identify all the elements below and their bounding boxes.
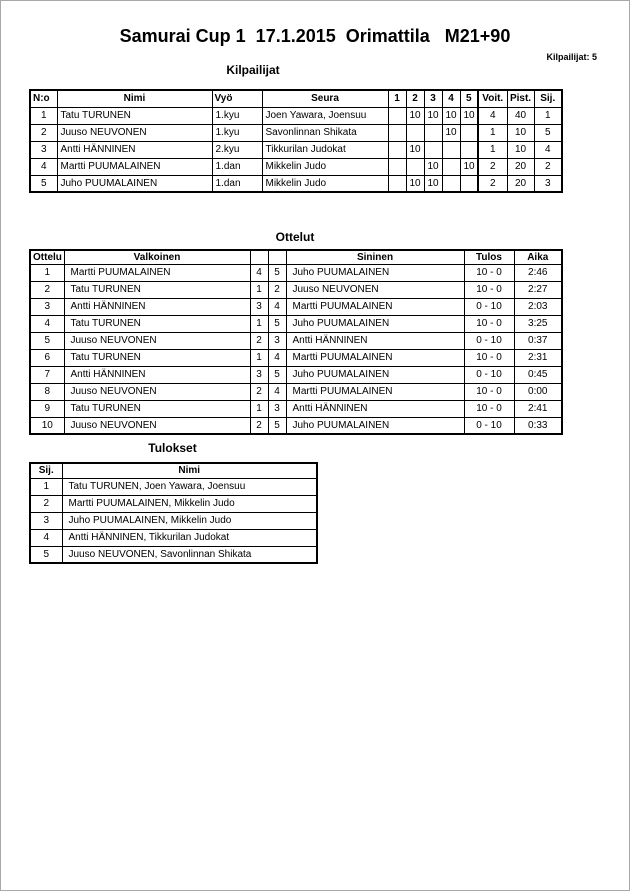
cell-aika: 0:37 [514,332,562,349]
col-header-1: 1 [388,90,406,107]
cell-sij: 5 [534,124,562,141]
ottelut-row [30,264,562,281]
cell-blue-no: 2 [268,281,286,298]
cell-valkoinen: Juuso NEUVONEN [64,417,250,434]
cell-score-3: 10 [424,158,442,175]
ottelut-row [30,349,562,366]
cell-score-5 [460,141,478,158]
cell-no: 1 [30,107,57,124]
cell-score-4: 10 [442,124,460,141]
col-header-voit: Voit. [478,90,507,107]
cell-score-1 [388,107,406,124]
cell-pist: 20 [507,158,534,175]
cell-score-3 [424,124,442,141]
cell-tulos: 0 - 10 [464,298,514,315]
cell-white-no: 1 [250,315,268,332]
kilpailijat-row [30,158,562,175]
cell-valkoinen: Tatu TURUNEN [64,315,250,332]
ottelut-row [30,281,562,298]
col-header-5: 5 [460,90,478,107]
cell-tulos: 10 - 0 [464,383,514,400]
cell-nimi: Juuso NEUVONEN [57,124,212,141]
cell-blue-no: 3 [268,332,286,349]
cell-score-2 [406,124,424,141]
cell-score-5: 10 [460,158,478,175]
cell-sininen: Antti HÄNNINEN [286,400,464,417]
col-header-blue-no [268,250,286,264]
cell-white-no: 1 [250,349,268,366]
cell-valkoinen: Martti PUUMALAINEN [64,264,250,281]
cell-blue-no: 5 [268,315,286,332]
cell-valkoinen: Tatu TURUNEN [64,349,250,366]
cell-result-nimi: Tatu TURUNEN, Joen Yawara, Joensuu [62,478,317,495]
cell-match-no: 8 [30,383,64,400]
cell-score-2: 10 [406,107,424,124]
cell-aika: 2:41 [514,400,562,417]
cell-sininen: Antti HÄNNINEN [286,332,464,349]
cell-pist: 10 [507,141,534,158]
cell-score-1 [388,175,406,192]
cell-match-no: 4 [30,315,64,332]
col-header-pist: Pist. [507,90,534,107]
ottelut-header-row [30,250,562,264]
cell-blue-no: 4 [268,298,286,315]
cell-score-2 [406,158,424,175]
ottelut-row [30,417,562,434]
cell-result-nimi: Martti PUUMALAINEN, Mikkelin Judo [62,495,317,512]
cell-tulos: 0 - 10 [464,417,514,434]
cell-result-sij: 4 [30,529,62,546]
ottelut-row [30,298,562,315]
cell-vyo: 1.kyu [212,107,262,124]
ottelut-row [30,400,562,417]
cell-vyo: 2.kyu [212,141,262,158]
cell-valkoinen: Tatu TURUNEN [64,281,250,298]
cell-score-3 [424,141,442,158]
cell-blue-no: 3 [268,400,286,417]
section-heading-kilpailijat: Kilpailijat [226,63,280,77]
cell-valkoinen: Tatu TURUNEN [64,400,250,417]
cell-voit: 2 [478,175,507,192]
cell-score-4 [442,158,460,175]
cell-match-no: 9 [30,400,64,417]
cell-sininen: Juho PUUMALAINEN [286,366,464,383]
cell-tulos: 10 - 0 [464,400,514,417]
cell-match-no: 10 [30,417,64,434]
cell-white-no: 3 [250,298,268,315]
cell-result-sij: 5 [30,546,62,563]
cell-result-sij: 1 [30,478,62,495]
col-header-nimi: Nimi [57,90,212,107]
col-header-vyo: Vyö [212,90,262,107]
tulokset-body [30,478,317,563]
cell-result-nimi: Antti HÄNNINEN, Tikkurilan Judokat [62,529,317,546]
cell-sininen: Juho PUUMALAINEN [286,417,464,434]
cell-valkoinen: Antti HÄNNINEN [64,298,250,315]
cell-sij: 2 [534,158,562,175]
col-header-result-sij: Sij. [30,463,62,478]
cell-valkoinen: Juuso NEUVONEN [64,383,250,400]
cell-score-4 [442,175,460,192]
col-header-result-nimi: Nimi [62,463,317,478]
cell-aika: 0:33 [514,417,562,434]
cell-aika: 0:45 [514,366,562,383]
cell-blue-no: 4 [268,383,286,400]
cell-white-no: 1 [250,400,268,417]
tulokset-row [30,529,317,546]
cell-aika: 3:25 [514,315,562,332]
cell-match-no: 7 [30,366,64,383]
cell-tulos: 0 - 10 [464,366,514,383]
tulokset-row [30,478,317,495]
cell-score-4 [442,141,460,158]
cell-vyo: 1.kyu [212,124,262,141]
cell-blue-no: 5 [268,366,286,383]
cell-aika: 2:46 [514,264,562,281]
cell-sininen: Juho PUUMALAINEN [286,315,464,332]
cell-aika: 2:03 [514,298,562,315]
cell-pist: 20 [507,175,534,192]
col-header-ottelu: Ottelu [30,250,64,264]
cell-score-1 [388,124,406,141]
tulokset-row [30,546,317,563]
cell-white-no: 3 [250,366,268,383]
cell-sij: 3 [534,175,562,192]
cell-valkoinen: Antti HÄNNINEN [64,366,250,383]
cell-score-5 [460,175,478,192]
ottelut-row [30,366,562,383]
cell-score-3: 10 [424,175,442,192]
cell-tulos: 10 - 0 [464,264,514,281]
cell-tulos: 10 - 0 [464,349,514,366]
ottelut-body [30,264,562,434]
tulokset-table [29,462,318,564]
cell-vyo: 1.dan [212,175,262,192]
cell-blue-no: 5 [268,417,286,434]
cell-aika: 2:31 [514,349,562,366]
cell-vyo: 1.dan [212,158,262,175]
col-header-sij: Sij. [534,90,562,107]
cell-seura: Mikkelin Judo [262,158,388,175]
cell-white-no: 2 [250,417,268,434]
col-header-sininen: Sininen [286,250,464,264]
cell-tulos: 10 - 0 [464,315,514,332]
kilpailijat-table [29,89,563,193]
col-header-3: 3 [424,90,442,107]
cell-score-2: 10 [406,175,424,192]
col-header-2: 2 [406,90,424,107]
ottelut-row [30,315,562,332]
cell-tulos: 10 - 0 [464,281,514,298]
cell-result-nimi: Juuso NEUVONEN, Savonlinnan Shikata [62,546,317,563]
cell-score-4: 10 [442,107,460,124]
cell-match-no: 1 [30,264,64,281]
cell-score-2: 10 [406,141,424,158]
kilpailijat-body [30,107,562,192]
cell-no: 2 [30,124,57,141]
cell-nimi: Juho PUUMALAINEN [57,175,212,192]
cell-sij: 1 [534,107,562,124]
cell-white-no: 1 [250,281,268,298]
cell-white-no: 2 [250,383,268,400]
kilpailijat-row [30,124,562,141]
cell-result-sij: 2 [30,495,62,512]
cell-score-1 [388,158,406,175]
col-header-no: N:o [30,90,57,107]
kilpailijat-header-row [30,90,562,107]
col-header-tulos: Tulos [464,250,514,264]
cell-sininen: Martti PUUMALAINEN [286,383,464,400]
cell-voit: 2 [478,158,507,175]
cell-sininen: Juho PUUMALAINEN [286,264,464,281]
cell-match-no: 3 [30,298,64,315]
cell-sininen: Juuso NEUVONEN [286,281,464,298]
cell-seura: Savonlinnan Shikata [262,124,388,141]
cell-voit: 1 [478,124,507,141]
cell-nimi: Antti HÄNNINEN [57,141,212,158]
cell-match-no: 5 [30,332,64,349]
kilpailijat-row [30,107,562,124]
cell-seura: Mikkelin Judo [262,175,388,192]
cell-sininen: Martti PUUMALAINEN [286,349,464,366]
ottelut-row [30,383,562,400]
cell-seura: Joen Yawara, Joensuu [262,107,388,124]
cell-aika: 0:00 [514,383,562,400]
cell-match-no: 2 [30,281,64,298]
cell-score-1 [388,141,406,158]
cell-pist: 10 [507,124,534,141]
cell-result-sij: 3 [30,512,62,529]
cell-score-5: 10 [460,107,478,124]
col-header-valkoinen: Valkoinen [64,250,250,264]
col-header-white-no [250,250,268,264]
cell-match-no: 6 [30,349,64,366]
cell-tulos: 0 - 10 [464,332,514,349]
cell-nimi: Martti PUUMALAINEN [57,158,212,175]
cell-voit: 4 [478,107,507,124]
kilpailijat-row [30,175,562,192]
cell-no: 4 [30,158,57,175]
kilpailijat-row [30,141,562,158]
page-title: Samurai Cup 1 17.1.2015 Orimattila M21+90 [119,26,511,46]
cell-blue-no: 4 [268,349,286,366]
col-header-seura: Seura [262,90,388,107]
tulokset-row [30,512,317,529]
cell-valkoinen: Juuso NEUVONEN [64,332,250,349]
col-header-4: 4 [442,90,460,107]
section-heading-tulokset: Tulokset [148,441,197,455]
cell-blue-no: 5 [268,264,286,281]
cell-score-3: 10 [424,107,442,124]
col-header-aika: Aika [514,250,562,264]
cell-sij: 4 [534,141,562,158]
cell-result-nimi: Juho PUUMALAINEN, Mikkelin Judo [62,512,317,529]
cell-sininen: Martti PUUMALAINEN [286,298,464,315]
cell-white-no: 2 [250,332,268,349]
tulokset-header-row [30,463,317,478]
cell-seura: Tikkurilan Judokat [262,141,388,158]
cell-score-5 [460,124,478,141]
cell-pist: 40 [507,107,534,124]
competitors-count: Kilpailijat: 5 [546,52,597,62]
cell-no: 5 [30,175,57,192]
section-heading-ottelut: Ottelut [275,230,315,244]
ottelut-row [30,332,562,349]
cell-voit: 1 [478,141,507,158]
cell-nimi: Tatu TURUNEN [57,107,212,124]
ottelut-table [29,249,563,435]
cell-white-no: 4 [250,264,268,281]
cell-aika: 2:27 [514,281,562,298]
cell-no: 3 [30,141,57,158]
tulokset-row [30,495,317,512]
